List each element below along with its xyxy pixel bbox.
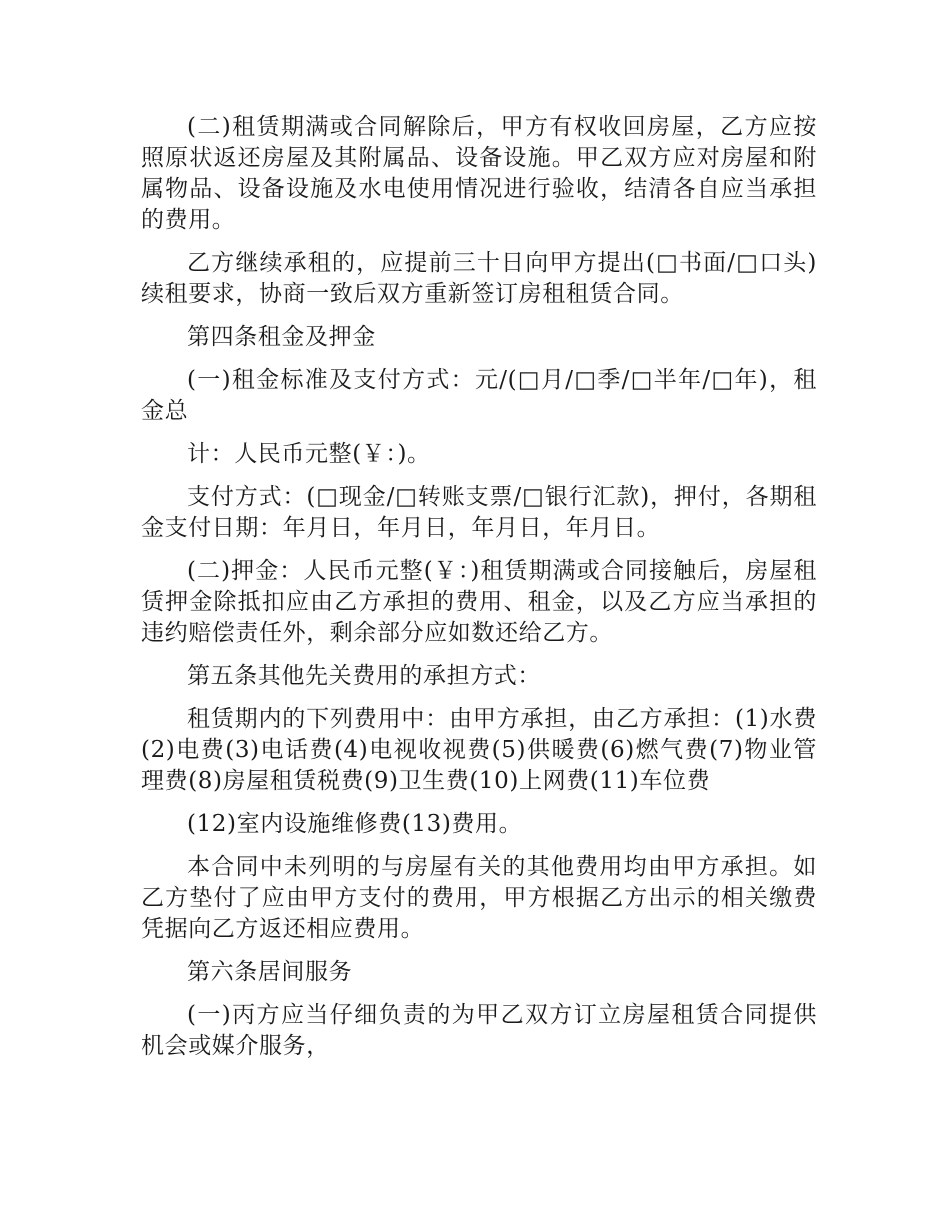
paragraph-fees-list-continued: (12)室内设施维修费(13)费用。 <box>187 811 523 837</box>
paragraph-intermediary-service: (一)丙方应当仔细负责的为甲乙双方订立房屋租赁合同提供机会或媒介服务， <box>141 1002 817 1059</box>
paragraph-payment-method: 支付方式：(□现金/□转账支票/□银行汇款)，押付，各期租金支付日期：年月日，年月日，年月日，年月日。 <box>141 484 817 541</box>
paragraph-deposit: (二)押金：人民币元整(￥：)租赁期满或合同接触后，房屋租赁押金除抵扣应由乙方承担的费用、租金，以及乙方应当承担的违约赔偿责任外，剩余部分应如数还给乙方。 <box>141 558 817 646</box>
paragraph-other-fees: 本合同中未列明的与房屋有关的其他费用均由甲方承担。如乙方垫付了应由甲方支付的费用，甲方根据乙方出示的相关缴费凭据向乙方返还相应费用。 <box>141 854 817 942</box>
document-body <box>141 112 817 1074</box>
paragraph-renewal: 乙方继续承租的，应提前三十日向甲方提出(□书面/□口头)续租要求，协商一致后双方重新签订房租租赁合同。 <box>141 250 817 307</box>
heading-article-4: 第四条租金及押金 <box>187 324 376 350</box>
paragraph-rent-standard: (一)租金标准及支付方式：元/(□月/□季/□半年/□年)，租金总 <box>141 367 817 424</box>
heading-article-6: 第六条居间服务 <box>187 959 353 985</box>
paragraph-rent-total: 计：人民币元整(￥：)。 <box>187 441 431 467</box>
paragraph-fees-list: 租赁期内的下列费用中：由甲方承担，由乙方承担：(1)水费(2)电费(3)电话费(4)电视收视费(5)供暖费(6)燃气费(7)物业管理费(8)房屋租赁税费(9)卫生费(10)上网费(11)车位费 <box>141 706 817 794</box>
paragraph-lease-expiry: (二)租赁期满或合同解除后，甲方有权收回房屋，乙方应按照原状返还房屋及其附属品、设备设施。甲乙双方应对房屋和附属物品、设备设施及水电使用情况进行验收，结清各自应当承担的费用。 <box>141 114 817 233</box>
heading-article-5: 第五条其他先关费用的承担方式： <box>187 663 541 689</box>
